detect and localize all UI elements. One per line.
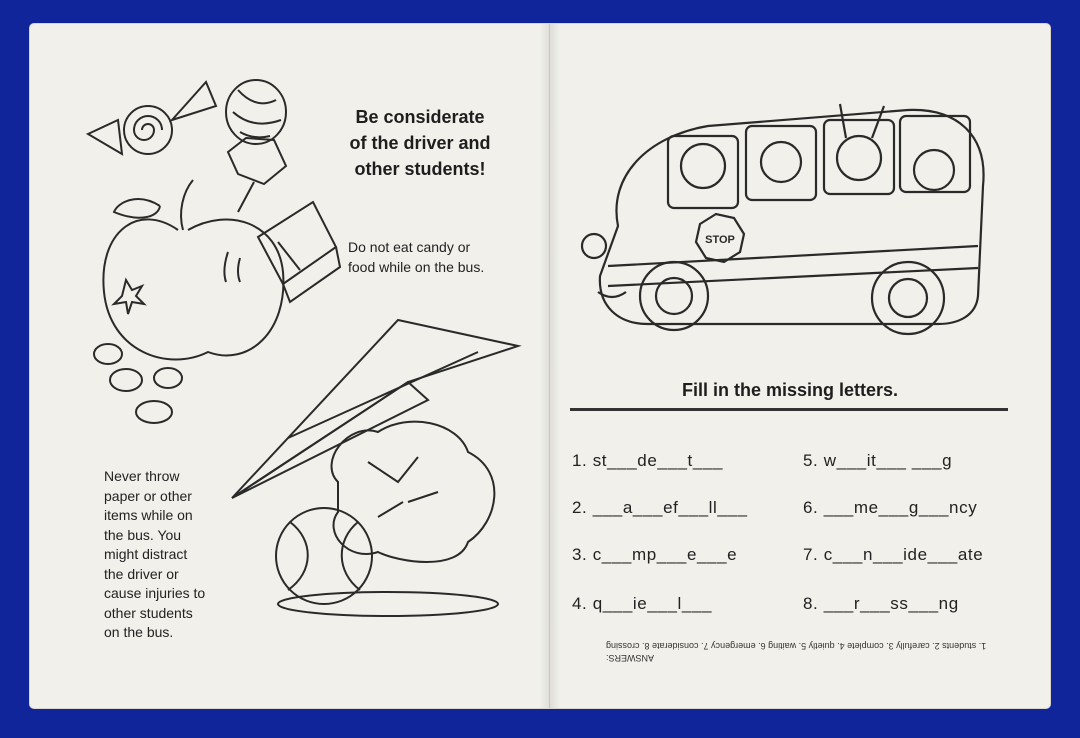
book-spine — [540, 24, 560, 708]
heading-line: of the driver and — [349, 133, 491, 153]
jelly-beans-icon — [94, 344, 182, 423]
page-heading — [320, 104, 520, 182]
puzzle-title: Fill in the missing letters. — [681, 380, 899, 400]
heading-line: Be considerate — [355, 107, 485, 127]
text-line: might distract — [104, 546, 188, 562]
stop-sign-label: STOP — [705, 234, 735, 246]
text-line: the driver or — [104, 565, 179, 582]
text-line: items while on — [104, 507, 193, 523]
text-line: food while on the bus. — [348, 258, 485, 275]
puzzle-item-7: 7. c___n___ide___ate — [803, 545, 984, 564]
front-wheel-icon — [640, 262, 708, 330]
answers-label: ANSWERS: — [606, 653, 655, 663]
paper-airplane-icon — [232, 320, 518, 498]
juice-box-icon — [258, 202, 340, 302]
lollipop-icon — [226, 80, 286, 212]
puzzle-item-3: 3. c___mp___e___e — [572, 545, 738, 564]
text-line: on the bus. — [104, 624, 174, 640]
text-line: cause injuries to — [104, 585, 206, 601]
text-line: paper or other — [104, 487, 192, 504]
puzzle-item-2: 2. ___a___ef___ll___ — [572, 498, 748, 517]
text-line: the bus. You — [104, 526, 182, 543]
baseball-icon — [276, 508, 372, 604]
title-divider — [570, 408, 1008, 411]
text-line: other students — [104, 604, 193, 621]
candy-rule-text — [348, 238, 518, 277]
throw-rule-text — [104, 467, 244, 643]
text-line: Never throw — [104, 468, 180, 484]
puzzle-item-8: 8. ___r___ss___ng — [803, 594, 959, 613]
answers-text: 1. students 2. carefully 3. complete 4. quietly 5. waiting 6. emergency 7. considerate 8. crossing — [606, 641, 987, 651]
school-bus-illustration — [578, 96, 998, 366]
crumpled-paper-icon — [332, 422, 495, 562]
paper-airplane-illustration — [228, 312, 528, 632]
puzzle-item-5: 5. w___it___ ___g — [803, 451, 953, 470]
puzzle-item-6: 6. ___me___g___ncy — [803, 498, 978, 517]
heading-line: other students! — [354, 159, 486, 179]
wrapped-candy-icon — [88, 82, 216, 154]
puzzle-item-1: 1. st___de___t___ — [572, 451, 724, 470]
upside-down-answers — [606, 640, 1026, 664]
puzzle-item-4: 4. q___ie___l___ — [572, 594, 713, 613]
text-line: Do not eat candy or — [348, 239, 471, 255]
